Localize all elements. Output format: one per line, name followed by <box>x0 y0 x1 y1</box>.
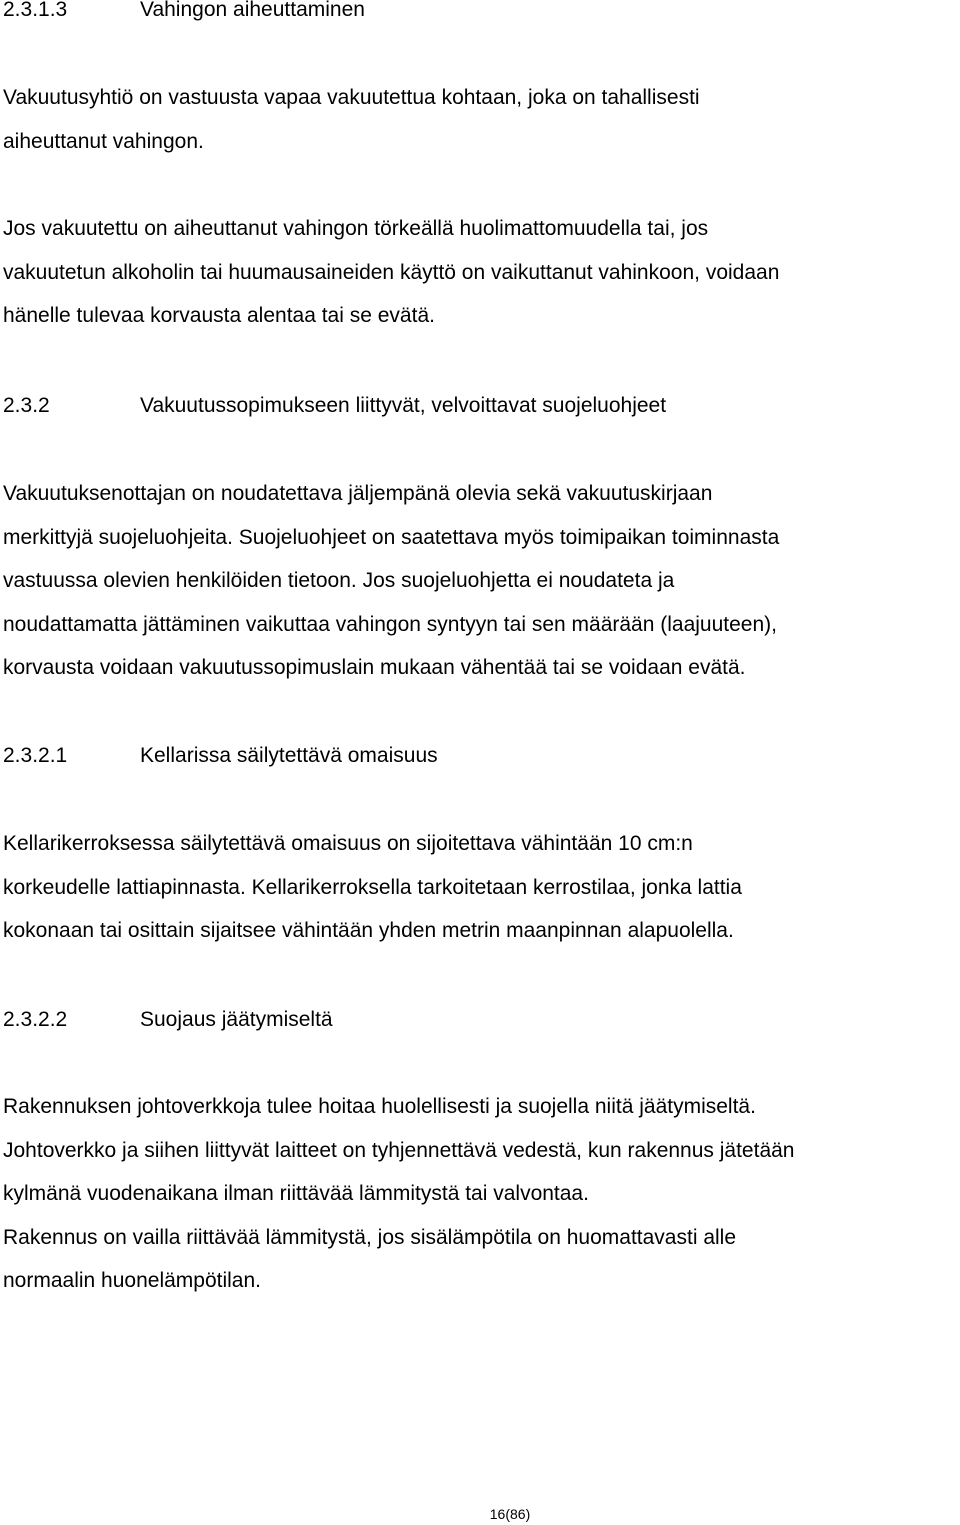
paragraph-line: merkittyjä suojeluohjeita. Suojeluohjeet on saatettava myös toimipaikan toiminnasta <box>3 525 780 549</box>
paragraph-line: aiheuttanut vahingon. <box>3 129 204 153</box>
paragraph-line: normaalin huonelämpötilan. <box>3 1269 261 1292</box>
section-title: Vakuutussopimukseen liittyvät, velvoittavat suojeluohjeet <box>140 394 667 417</box>
section-number: 2.3.2.1 <box>3 744 68 767</box>
paragraph-line: vastuussa olevien henkilöiden tietoon. Jos suojeluohjetta ei noudateta ja <box>3 569 675 592</box>
paragraph-line: Vakuutusyhtiö on vastuusta vapaa vakuutettua kohtaan, joka on tahallisesti <box>3 86 700 109</box>
section-number: 2.3.1.3 <box>3 0 68 21</box>
section-number: 2.3.2.2 <box>3 1008 68 1031</box>
paragraph <box>3 822 960 953</box>
paragraph-line: Jos vakuutettu on aiheuttanut vahingon törkeällä huolimattomuudella tai, jos <box>3 217 709 240</box>
section-number: 2.3.2 <box>3 394 50 417</box>
paragraph-line: hänelle tulevaa korvausta alentaa tai se evätä. <box>3 304 435 327</box>
paragraph <box>3 1085 960 1303</box>
paragraph-line: Rakennus on vailla riittävää lämmitystä, jos sisälämpötila on huomattavasti alle <box>3 1225 737 1249</box>
paragraph-line: noudattamatta jättäminen vaikuttaa vahingon syntyyn tai sen määrään (laajuuteen), <box>3 612 777 636</box>
paragraph-line: kylmänä vuodenaikana ilman riittävää lämmitystä tai valvontaa. <box>3 1182 589 1205</box>
paragraph-line: korvausta voidaan vakuutussopimuslain mukaan vähentää tai se voidaan evätä. <box>3 656 746 679</box>
page-number: 16(86) <box>489 1506 531 1522</box>
paragraph <box>3 472 960 690</box>
paragraph <box>3 207 960 338</box>
section-title: Kellarissa säilytettävä omaisuus <box>140 744 438 767</box>
paragraph <box>3 76 960 163</box>
paragraph-line: Kellarikerroksessa säilytettävä omaisuus on sijoitettava vähintään 10 cm:n <box>3 832 693 855</box>
paragraph-line: Vakuutuksenottajan on noudatettava jäljempänä olevia sekä vakuutuskirjaan <box>3 482 713 505</box>
section-title: Vahingon aiheuttaminen <box>140 0 365 21</box>
paragraph-line: Johtoverkko ja siihen liittyvät laitteet on tyhjennettävä vedestä, kun rakennus jätetään <box>3 1138 795 1162</box>
paragraph-line: vakuutetun alkoholin tai huumausaineiden käyttö on vaikuttanut vahinkoon, voidaan <box>3 260 780 284</box>
paragraph-line: kokonaan tai osittain sijaitsee vähintään yhden metrin maanpinnan alapuolella. <box>3 919 734 942</box>
section-title: Suojaus jäätymiseltä <box>140 1008 333 1031</box>
paragraph-line: Rakennuksen johtoverkkoja tulee hoitaa huolellisesti ja suojella niitä jäätymiseltä. <box>3 1095 756 1118</box>
paragraph-line: korkeudelle lattiapinnasta. Kellarikerroksella tarkoitetaan kerrostilaa, jonka lattia <box>3 875 742 899</box>
